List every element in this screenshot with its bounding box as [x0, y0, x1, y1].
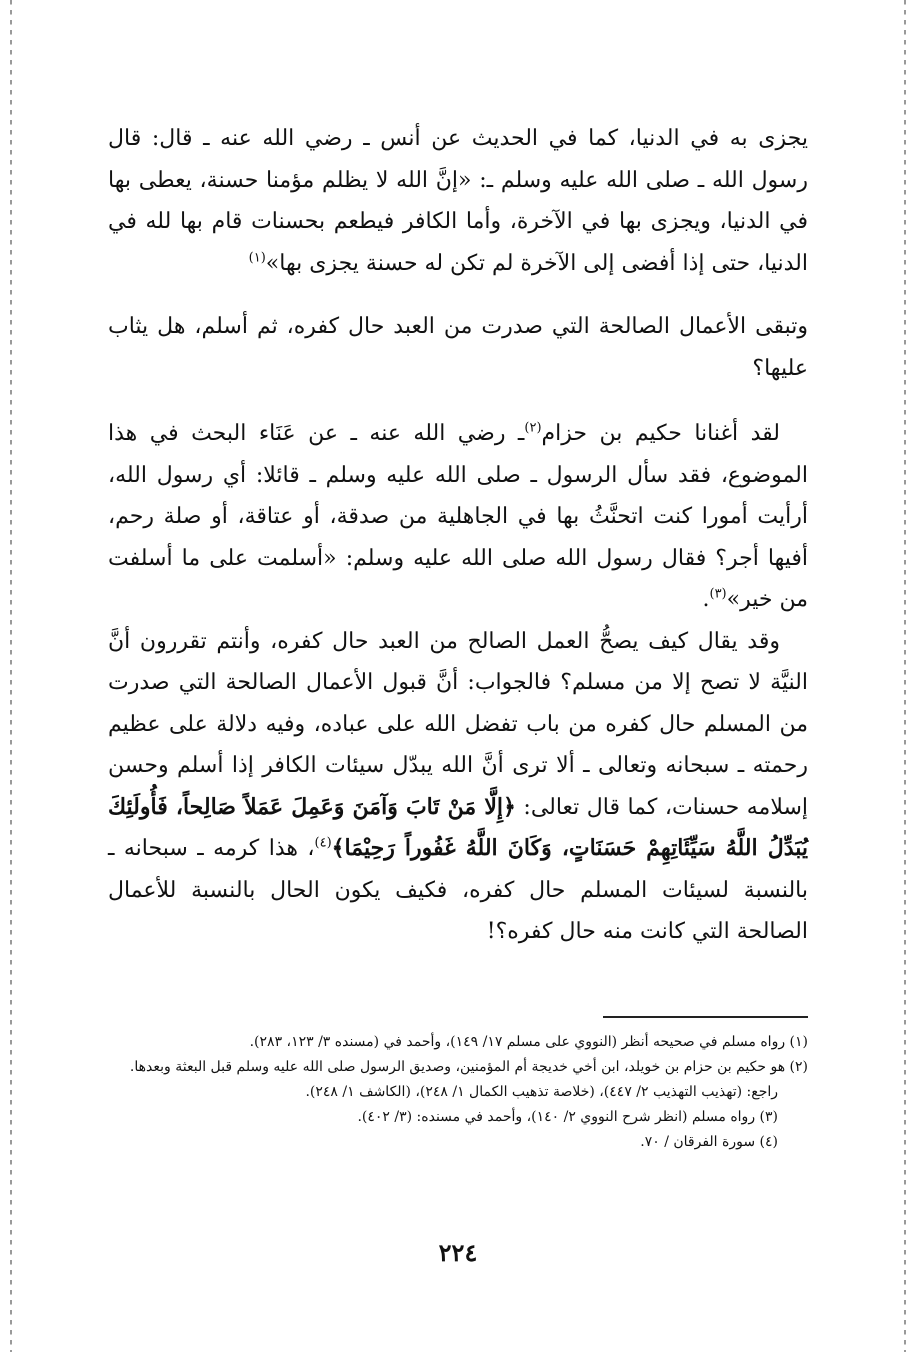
quran-verse: ﴿إِلَّا مَنْ تَابَ وَآمَنَ وَعَمِلَ عَمَلاً صَالِحاً، فَأُولَئِكَ يُبَدِّلُ اللَّهُ سَيِّئَاتِهِمْ حَسَنَاتٍ، وَكَانَ اللَّهُ غَفُوراً رَحِيْمَا﴾ [108, 793, 808, 861]
footnote-4: (٤) سورة الفرقان / ٧٠. [640, 1134, 778, 1150]
left-margin-dots [10, 0, 12, 1352]
footnotes [108, 1030, 808, 1155]
paragraph-text: وتبقى الأعمال الصالحة التي صدرت من العبد حال كفره، ثم أسلم، هل يثاب عليها؟ [108, 314, 808, 381]
paragraph-text: ـ رضي الله عنه ـ عن عَنَاء البحث في هذا الموضوع، فقد سأل الرسول ـ صلى الله عليه وسلم ـ قائلا: أي رسول الله، أرأيت أمورا كنت اتحنَّثُ بها في الجاهلية من صدقة، أو عتاقة، أو صلة رحم، أفيها أجر؟ فقال رسول الله صلى الله عليه وسلم: «أسلمت على ما أسلفت من خير» [108, 421, 808, 612]
paragraph-text: . [702, 587, 710, 612]
footnote-2: (٢) هو حكيم بن حزام بن خويلد، ابن أخي خديجة أم المؤمنين، وصديق الرسول صلى الله عليه وسلم قبل البعثة وبعدها. [129, 1059, 808, 1075]
footnote-ref-4: (٤) [314, 835, 332, 851]
footnote-ref-3: (٣) [709, 586, 727, 602]
right-margin-dots [904, 0, 906, 1352]
paragraph-hadith-anas [108, 118, 808, 284]
paragraph-text: لقد أغنانا حكيم بن حزام [541, 421, 780, 446]
footnote-3: (٣) رواه مسلم (انظر شرح النووي ٢/ ١٤٠)، وأحمد في مسنده: (٣/ ٤٠٢). [357, 1109, 778, 1125]
page-number: ٢٢٤ [438, 1238, 478, 1267]
footnote-2-sources: راجع: (تهذيب التهذيب ٢/ ٤٤٧)، (خلاصة تذهيب الكمال ١/ ٢٤٨)، (الكاشف ١/ ٢٤٨). [305, 1084, 778, 1100]
footnote-ref-1: (١) [248, 250, 266, 266]
paragraph-question [108, 306, 808, 389]
footnote-separator [603, 1016, 808, 1018]
paragraph-text: يجزى به في الدنيا، كما في الحديث عن أنس ـ رضي الله عنه ـ قال: قال رسول الله ـ صلى الله عليه وسلم ـ: «إنَّ الله لا يظلم مؤمنا حسنة، يعطى بها في الدنيا، ويجزى بها في الآخرة، وأما الكافر فيطعم بحسنات قام بها لله في الدنيا، حتى إذا أفضى إلى الآخرة لم تكن له حسنة يجزى بها» [108, 126, 808, 276]
footnote-1: (١) رواه مسلم في صحيحه أنظر (النووي على مسلم ١٧/ ١٤٩)، وأحمد في (مسنده ٣/ ١٢٣، ٢٨٣). [249, 1034, 808, 1050]
footnote-ref-2: (٢) [524, 420, 542, 436]
paragraph-hakim-bin-hizam [108, 413, 808, 621]
paragraph-text: وقد يقال كيف يصحُّ العمل الصالح من العبد حال كفره، وأنتم تقررون أنَّ النيَّة لا تصح إلا من مسلم؟ فالجواب: أنَّ قبول الأعمال الصالحة التي صدرت من المسلم حال كفره من باب تفضل الله على عباده، وفيه دلالة على عظيم رحمته ـ سبحانه وتعالى ـ ألا ترى أنَّ الله يبدّل سيئات الكافر إذا أسلم وحسن إسلامه حسنات، كما قال تعالى: [108, 628, 808, 820]
paragraph-text: ، هذا كرمه ـ سبحانه ـ بالنسبة لسيئات المسلم حال كفره، فكيف يكون الحال بالنسبة للأعمال الصالحة التي كانت منه حال كفره؟! [108, 836, 808, 944]
paragraph-answer [108, 621, 808, 953]
page-body [108, 118, 808, 953]
